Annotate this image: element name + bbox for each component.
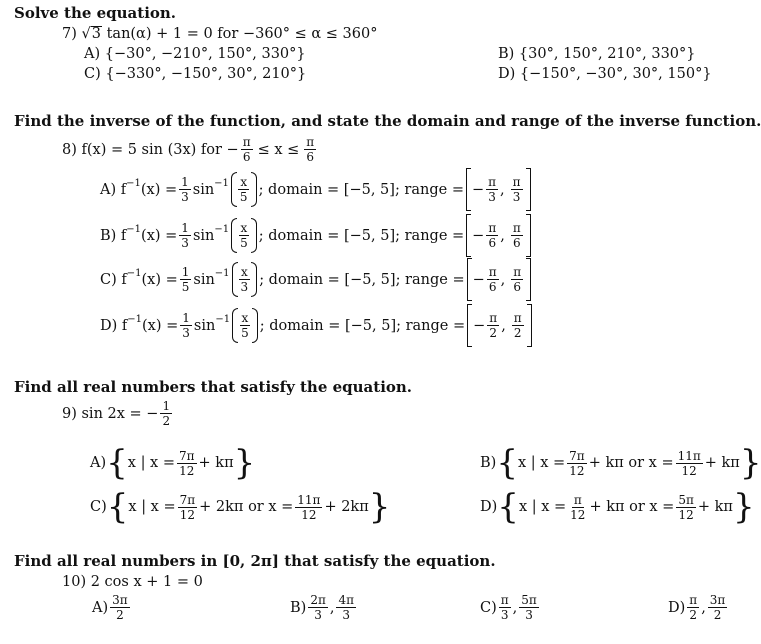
set-builder-text: + 2kπ xyxy=(324,499,369,515)
set-builder-text: x | x = xyxy=(128,499,176,515)
question-9-stem xyxy=(62,400,174,427)
right-brace: } xyxy=(368,487,391,527)
fraction-one-half: $\frac{1}{2}$ xyxy=(162,399,171,428)
function-arg: (x) = xyxy=(142,317,179,334)
q7-option-b[interactable]: B) {30°, 150°, 210°, 330°} xyxy=(498,46,696,62)
inverse-superscript: −1 xyxy=(214,178,229,189)
comma: , xyxy=(501,317,506,334)
function-arg: (x) = xyxy=(141,271,178,288)
option-label: A) f xyxy=(100,181,127,198)
fraction: $\frac{4\pi}{3}$ xyxy=(338,593,354,622)
fraction-range-high: $\frac{\pi}{6}$ xyxy=(512,221,521,250)
question-10-stem: 10) 2 cos x + 1 = 0 xyxy=(62,574,203,590)
inverse-superscript: −1 xyxy=(127,314,143,325)
fraction: $\frac{11\pi}{12}$ xyxy=(297,492,321,522)
fraction-range-high: $\frac{\pi}{6}$ xyxy=(513,265,522,294)
q9-option-d[interactable] xyxy=(480,487,755,527)
fraction-coefficient: $\frac{1}{3}$ xyxy=(181,221,189,250)
right-brace: } xyxy=(732,487,755,527)
set-builder-text: + kπ or x = xyxy=(588,455,674,471)
fraction-coefficient: $\frac{1}{3}$ xyxy=(182,311,190,340)
section-header-interval: Find all real numbers in [0, 2π] that satisfy the equation. xyxy=(14,552,496,570)
left-brace: { xyxy=(497,487,519,527)
left-brace: { xyxy=(106,487,129,527)
domain-range-text: ; domain = [−5, 5]; range = xyxy=(259,317,466,334)
q10-option-d[interactable] xyxy=(668,594,729,621)
option-label: C) xyxy=(90,499,107,515)
minus-sign: − xyxy=(472,271,485,288)
fraction: $\frac{5\pi}{3}$ xyxy=(521,593,537,622)
q7-option-c[interactable]: C) {−330°, −150°, 30°, 210°} xyxy=(84,66,307,82)
q7-option-d[interactable]: D) {−150°, −30°, 30°, 150°} xyxy=(498,66,712,82)
inverse-superscript: −1 xyxy=(126,268,142,279)
q8-option-d[interactable] xyxy=(100,312,534,339)
section-header-solve: Solve the equation. xyxy=(14,4,177,22)
range-bracket-group xyxy=(467,266,532,293)
question-number: 7) xyxy=(62,26,77,42)
set-builder-text: + kπ xyxy=(697,499,733,515)
option-label: A) xyxy=(92,599,109,616)
fraction: $\frac{7\pi}{12}$ xyxy=(179,448,195,478)
parenthesis-group xyxy=(231,176,257,203)
function-arg: (x) = xyxy=(141,227,178,244)
comma: , xyxy=(500,271,506,288)
fraction-argument: $\frac{x}{5}$ xyxy=(240,221,248,250)
fraction-range-low: $\frac{\pi}{6}$ xyxy=(488,265,497,294)
q8-option-c[interactable] xyxy=(100,266,533,293)
section-header-inverse: Find the inverse of the function, and state the domain and range of the inverse function. xyxy=(14,112,761,130)
option-label: B) xyxy=(480,455,497,471)
left-brace: { xyxy=(106,443,128,483)
fraction-argument: $\frac{x}{5}$ xyxy=(239,175,248,204)
q9-option-b[interactable] xyxy=(480,443,761,483)
sin-text: sin xyxy=(192,227,215,244)
fraction-argument: $\frac{x}{5}$ xyxy=(241,311,249,340)
sqrt-sign: √ xyxy=(81,26,91,42)
fraction-pi-over-6: $\frac{\pi}{6}$ xyxy=(242,135,251,164)
parenthesis-group xyxy=(232,266,258,293)
q7-option-a[interactable]: A) {−30°, −210°, 150°, 330°} xyxy=(84,46,306,62)
option-label: A) xyxy=(90,455,107,471)
set-builder-text: + kπ or x = xyxy=(589,499,675,515)
sin-text: sin xyxy=(192,181,215,198)
domain-range-text: ; domain = [−5, 5]; range = xyxy=(258,227,465,244)
q10-option-a[interactable] xyxy=(92,594,132,621)
range-bracket-group xyxy=(466,222,531,249)
q9-stem-text: 9) sin 2x = − xyxy=(62,405,159,422)
inverse-superscript: −1 xyxy=(126,178,141,189)
fraction: $\frac{7\pi}{12}$ xyxy=(569,448,585,478)
fraction: $\frac{3\pi}{2}$ xyxy=(709,593,726,622)
option-label: D) f xyxy=(100,317,128,334)
set-builder-text: + kπ xyxy=(704,455,740,471)
option-label: C) xyxy=(480,599,497,616)
sqrt-radicand: 3 xyxy=(91,26,101,42)
fraction-range-low: $\frac{\pi}{6}$ xyxy=(488,221,497,250)
inverse-superscript: −1 xyxy=(215,314,231,325)
domain-range-text: ; domain = [−5, 5]; range = xyxy=(259,271,465,288)
fraction-coefficient: $\frac{1}{5}$ xyxy=(181,265,190,294)
range-bracket-group xyxy=(466,176,531,203)
fraction: $\frac{\pi}{12}$ xyxy=(570,492,586,522)
q9-option-a[interactable] xyxy=(90,443,256,483)
right-brace: } xyxy=(739,443,761,483)
range-bracket-group xyxy=(467,312,532,339)
fraction: $\frac{2\pi}{3}$ xyxy=(310,593,326,622)
comma: , xyxy=(500,227,505,244)
q10-option-b[interactable] xyxy=(290,594,358,621)
minus-sign: − xyxy=(472,227,485,244)
inverse-superscript: −1 xyxy=(214,224,230,235)
fraction-range-low: $\frac{\pi}{3}$ xyxy=(488,175,497,204)
set-builder-text: x | x = xyxy=(127,455,175,471)
fraction: $\frac{3\pi}{2}$ xyxy=(112,593,128,622)
q10-option-c[interactable] xyxy=(480,594,541,621)
q9-option-c[interactable] xyxy=(90,487,391,527)
comma: , xyxy=(500,181,505,198)
domain-range-text: ; domain = [−5, 5]; range = xyxy=(258,181,464,198)
fraction-range-high: $\frac{\pi}{3}$ xyxy=(512,175,521,204)
fraction-range-low: $\frac{\pi}{2}$ xyxy=(489,311,498,340)
fraction: $\frac{11\pi}{12}$ xyxy=(677,448,701,478)
minus-sign: − xyxy=(471,181,485,198)
set-builder-text: x | x = xyxy=(518,499,567,515)
set-builder-text: + 2kπ or x = xyxy=(199,499,294,515)
q8-option-a[interactable] xyxy=(100,176,533,203)
q8-option-b[interactable] xyxy=(100,222,533,249)
fraction: $\frac{7\pi}{12}$ xyxy=(179,492,196,522)
fraction-range-high: $\frac{\pi}{2}$ xyxy=(513,311,522,340)
fraction: $\frac{\pi}{3}$ xyxy=(500,593,509,622)
set-builder-text: + kπ xyxy=(198,455,234,471)
sin-text: sin xyxy=(193,271,215,288)
option-label: D) xyxy=(480,499,498,515)
option-label: B) f xyxy=(100,227,127,244)
parenthesis-group xyxy=(231,222,257,249)
section-header-real-numbers: Find all real numbers that satisfy the equation. xyxy=(14,378,413,396)
option-label: D) xyxy=(668,599,686,616)
minus-sign: − xyxy=(473,317,486,334)
option-label: C) f xyxy=(100,271,127,288)
sin-text: sin xyxy=(193,317,216,334)
fraction: $\frac{5\pi}{12}$ xyxy=(678,492,694,522)
fraction-coefficient: $\frac{1}{3}$ xyxy=(181,175,189,204)
fraction: $\frac{\pi}{2}$ xyxy=(689,593,698,622)
function-arg: (x) = xyxy=(140,181,178,198)
set-builder-text: x | x = xyxy=(517,455,566,471)
left-brace: { xyxy=(496,443,518,483)
question-7-stem xyxy=(62,26,377,43)
right-brace: } xyxy=(233,443,256,483)
question-7-equation: tan(α) + 1 = 0 for −360° ≤ α ≤ 360° xyxy=(106,26,378,42)
parenthesis-group xyxy=(232,312,258,339)
comma: , xyxy=(329,599,335,616)
inverse-superscript: −1 xyxy=(126,224,142,235)
q8-stem-text: 8) f(x) = 5 sin (3x) for − xyxy=(62,141,239,158)
option-label: B) xyxy=(290,599,307,616)
comma: , xyxy=(512,599,518,616)
question-8-stem xyxy=(62,136,318,163)
inverse-superscript: −1 xyxy=(214,268,230,279)
fraction-pi-over-6: $\frac{\pi}{6}$ xyxy=(306,135,315,164)
q8-inequality: ≤ x ≤ xyxy=(257,141,300,158)
fraction-argument: $\frac{x}{3}$ xyxy=(240,265,249,294)
comma: , xyxy=(701,599,706,616)
